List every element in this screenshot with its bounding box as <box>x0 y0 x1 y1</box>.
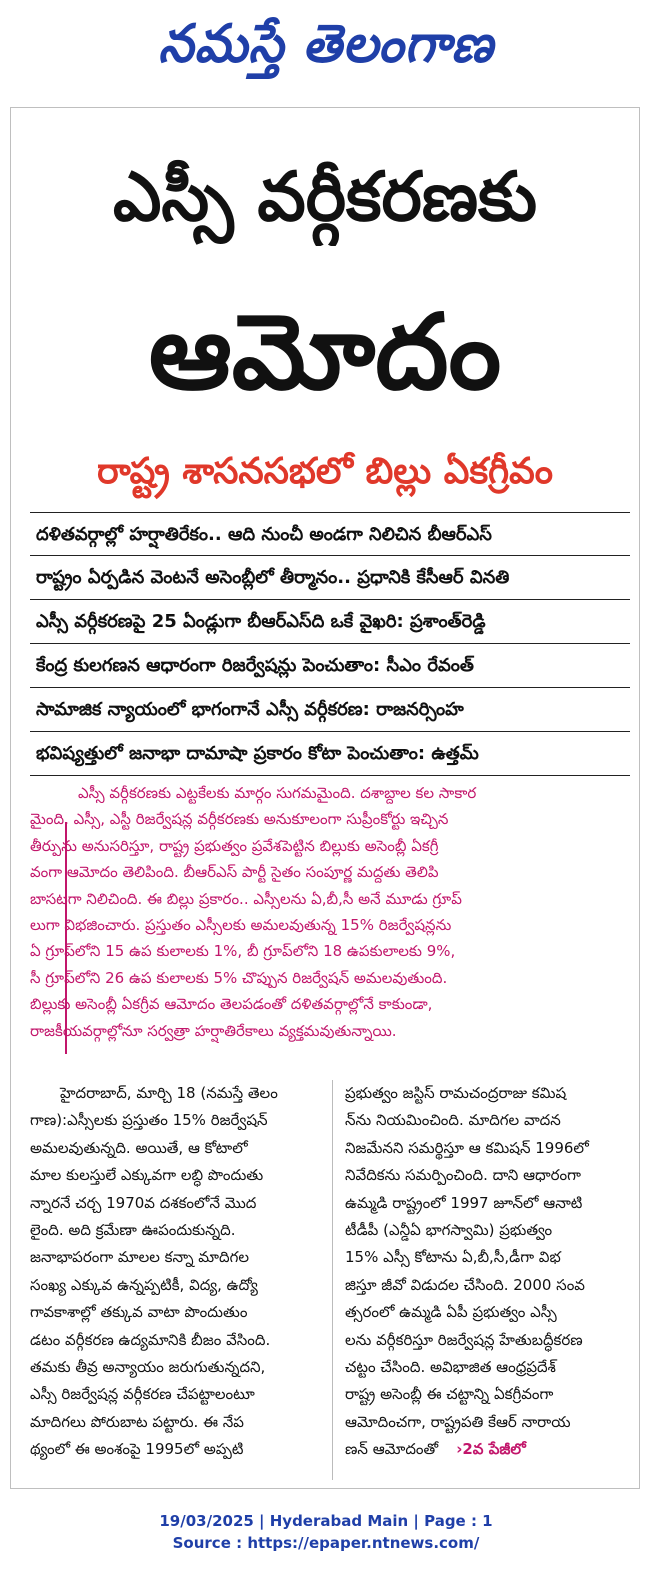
body-line: తమకు తీవ్ర అన్యాయం జరుగుతున్నదని, <box>30 1358 266 1377</box>
body-line: జిస్తూ జీవో విడుదల చేసింది. 2000 సంవ <box>345 1275 585 1294</box>
highlight-item: ఎస్సీ వర్గీకరణపై 25 ఏండ్లుగా బీఆర్ఎస్‌ది ఒకే వైఖరి: ప్రశాంత్‌రెడ్డి <box>30 600 630 644</box>
body-line: నిజమేనని సమర్థిస్తూ ఆ కమిషన్ 1996లో <box>345 1138 589 1157</box>
highlight-list <box>30 512 630 776</box>
masthead <box>0 0 652 100</box>
lead-line: బిల్లుకు అసెంబ్లీ ఏకగ్రీవ ఆమోదం తెలపడంతో దళితవర్గాల్లోనే కాకుండా, <box>30 995 433 1014</box>
body-line: చట్టం చేసింది. అవిభాజిత ఆంధ్రప్రదేశ్ <box>345 1358 556 1377</box>
highlight-item: సామాజిక న్యాయంలో భాగంగానే ఎస్సీ వర్గీకరణ: రాజనర్సింహ <box>30 688 630 732</box>
body-line: ఆమోదించగా, రాష్ట్రపతి కేఆర్ నారాయ <box>345 1412 571 1431</box>
body-line: నివేదికను సమర్పించింది. దాని ఆధారంగా <box>345 1166 581 1185</box>
subheadline: రాష్ట్ర శాసనసభలో బిల్లు ఏకగ్రీవం <box>97 451 553 492</box>
continued-page-link[interactable]: ›2వ పేజీలో <box>456 1440 526 1459</box>
footer-source: Source : https://epaper.ntnews.com/ <box>172 1534 480 1552</box>
body-line: జనాభాపరంగా మాలల కన్నా మాదిగల <box>30 1248 249 1267</box>
body-line: మాల కులస్తులే ఎక్కువగా లబ్ధి పొందుతు <box>30 1166 264 1185</box>
lead-line: ఎస్సీ వర్గీకరణకు ఎట్టకేలకు మార్గం సుగమమైంది. దశాబ్దాల కల సాకార <box>78 784 477 802</box>
body-line: మాదిగలు పోరుబాట పట్టారు. ఈ నేప <box>30 1412 244 1431</box>
body-line: టీడీపీ (ఎన్డీఏ భాగస్వామి) ప్రభుత్వం <box>345 1221 553 1240</box>
body-line-text: ణన్ ఆమోదంతో <box>345 1440 439 1459</box>
lead-line: ఏ గ్రూప్‌లోని 15 ఉప కులాలకు 1%, బీ గ్రూప్‌లోని 18 ఉపకులాలకు 9%, <box>30 942 456 961</box>
lead-line: రాజకీయవర్గాల్లోనూ సర్వత్రా హర్షాతిరేకాలు వ్యక్తమవుతున్నాయి. <box>30 1021 397 1040</box>
lead-line: బాసటగా నిలిచింది. ఈ బిల్లు ప్రకారం.. ఎస్సీలను ఏ,బీ,సీ అనే మూడు గ్రూప్ <box>30 889 462 908</box>
highlight-item: కేంద్ర కులగణన ఆధారంగా రిజర్వేషన్లు పెంచుతాం: సీఎం రేవంత్ <box>30 644 630 688</box>
headline-line-1: ఎస్సీ వర్గీకరణకు <box>112 158 538 237</box>
body-column-2 <box>345 1080 625 1464</box>
lead-line: తీర్పును అనుసరిస్తూ, రాష్ట్ర ప్రభుత్వం ప్రవేశపెట్టిన బిల్లుకు అసెంబ్లీ ఏకగ్రీ <box>30 836 439 855</box>
lead-paragraph <box>30 780 620 1044</box>
lead-line: మైంది. ఎస్సీ, ఎస్టీ రిజర్వేషన్ల వర్గీకరణకు అనుకూలంగా సుప్రీంకోర్టు ఇచ్చిన <box>30 810 449 829</box>
body-column-1 <box>30 1080 310 1464</box>
body-line: సంఖ్య ఎక్కువ ఉన్నప్పటికీ, విద్య, ఉద్యో <box>30 1275 258 1294</box>
masthead-logo: నమస్తే తెలంగాణ <box>158 12 494 74</box>
body-line: ఉమ్మడి రాష్ట్రంలో 1997 జూన్‌లో ఆనాటి <box>345 1193 583 1212</box>
column-divider <box>332 1080 333 1480</box>
body-line: ఎస్సీ రిజర్వేషన్ల వర్గీకరణ చేపట్టాలంటూ <box>30 1385 255 1404</box>
highlight-item: భవిష్యత్తులో జనాభా దామాషా ప్రకారం కోటా పెంచుతాం: ఉత్తమ్ <box>30 732 630 776</box>
body-line: హైదరాబాద్, మార్చి 18 (నమస్తే తెలం <box>60 1084 278 1102</box>
body-line: థ్యంలో ఈ అంశంపై 1995లో అప్పటి <box>30 1440 244 1459</box>
lead-line: వంగా ఆమోదం తెలిపింది. బీఆర్ఎస్ పార్టీ సైతం సంపూర్ణ మద్దతు తెలిపి <box>30 863 439 882</box>
lead-line: లుగా విభజించారు. ప్రస్తుతం ఎస్సీలకు అమలవుతున్న 15% రిజర్వేషన్లను <box>30 916 452 935</box>
highlight-item: రాష్ట్రం ఏర్పడిన వెంటనే అసెంబ్లీలో తీర్మానం.. ప్రధానికి కేసీఆర్ వినతి <box>30 556 630 600</box>
body-line: గావకాశాల్లో తక్కువ వాటా పొందుతుం <box>30 1303 248 1322</box>
footer-edition-info: 19/03/2025 | Hyderabad Main | Page : 1 <box>159 1512 493 1530</box>
body-line: న్‌ను నియమించింది. మాదిగల వాదన <box>345 1111 561 1130</box>
body-line: గాణ):ఎస్సీలకు ప్రస్తుతం 15% రిజర్వేషన్ <box>30 1111 268 1130</box>
footer <box>0 1510 652 1554</box>
body-line: లైంది. అది క్రమేణా ఊపందుకున్నది. <box>30 1221 236 1240</box>
highlight-item: దళితవర్గాల్లో హర్షాతిరేకం.. ఆది నుంచీ అండగా నిలిచిన బీఆర్ఎస్ <box>30 512 630 556</box>
body-line: త్సరంలో ఉమ్మడి ఏపీ ప్రభుత్వం ఎస్సీ <box>345 1303 557 1322</box>
body-line: ప్రభుత్వం జస్టిస్ రామచంద్రరాజు కమిష <box>345 1084 567 1102</box>
lead-line: సీ గ్రూప్‌లోని 26 ఉప కులాలకు 5% చొప్పున రిజర్వేషన్ అమలవుతుంది. <box>30 968 448 987</box>
body-line: రాష్ట్ర అసెంబ్లీ ఈ చట్టాన్ని ఏకగ్రీవంగా <box>345 1385 554 1404</box>
body-line: లను వర్గీకరిస్తూ రిజర్వేషన్ల హేతుబద్ధీకరణ <box>345 1330 583 1349</box>
body-line: డటం వర్గీకరణ ఉద్యమానికి బీజం వేసింది. <box>30 1330 271 1349</box>
body-line: 15% ఎస్సీ కోటాను ఏ,బీ,సీ,డీగా విభ <box>345 1248 561 1267</box>
body-line: అమలవుతున్నది. అయితే, ఆ కోటాలో <box>30 1138 248 1157</box>
body-line-last <box>345 1436 625 1463</box>
body-line: న్నారనే చర్చ 1970వ దశకంలోనే మొద <box>30 1193 257 1212</box>
headline-line-2: ఆమోదం <box>148 291 502 413</box>
